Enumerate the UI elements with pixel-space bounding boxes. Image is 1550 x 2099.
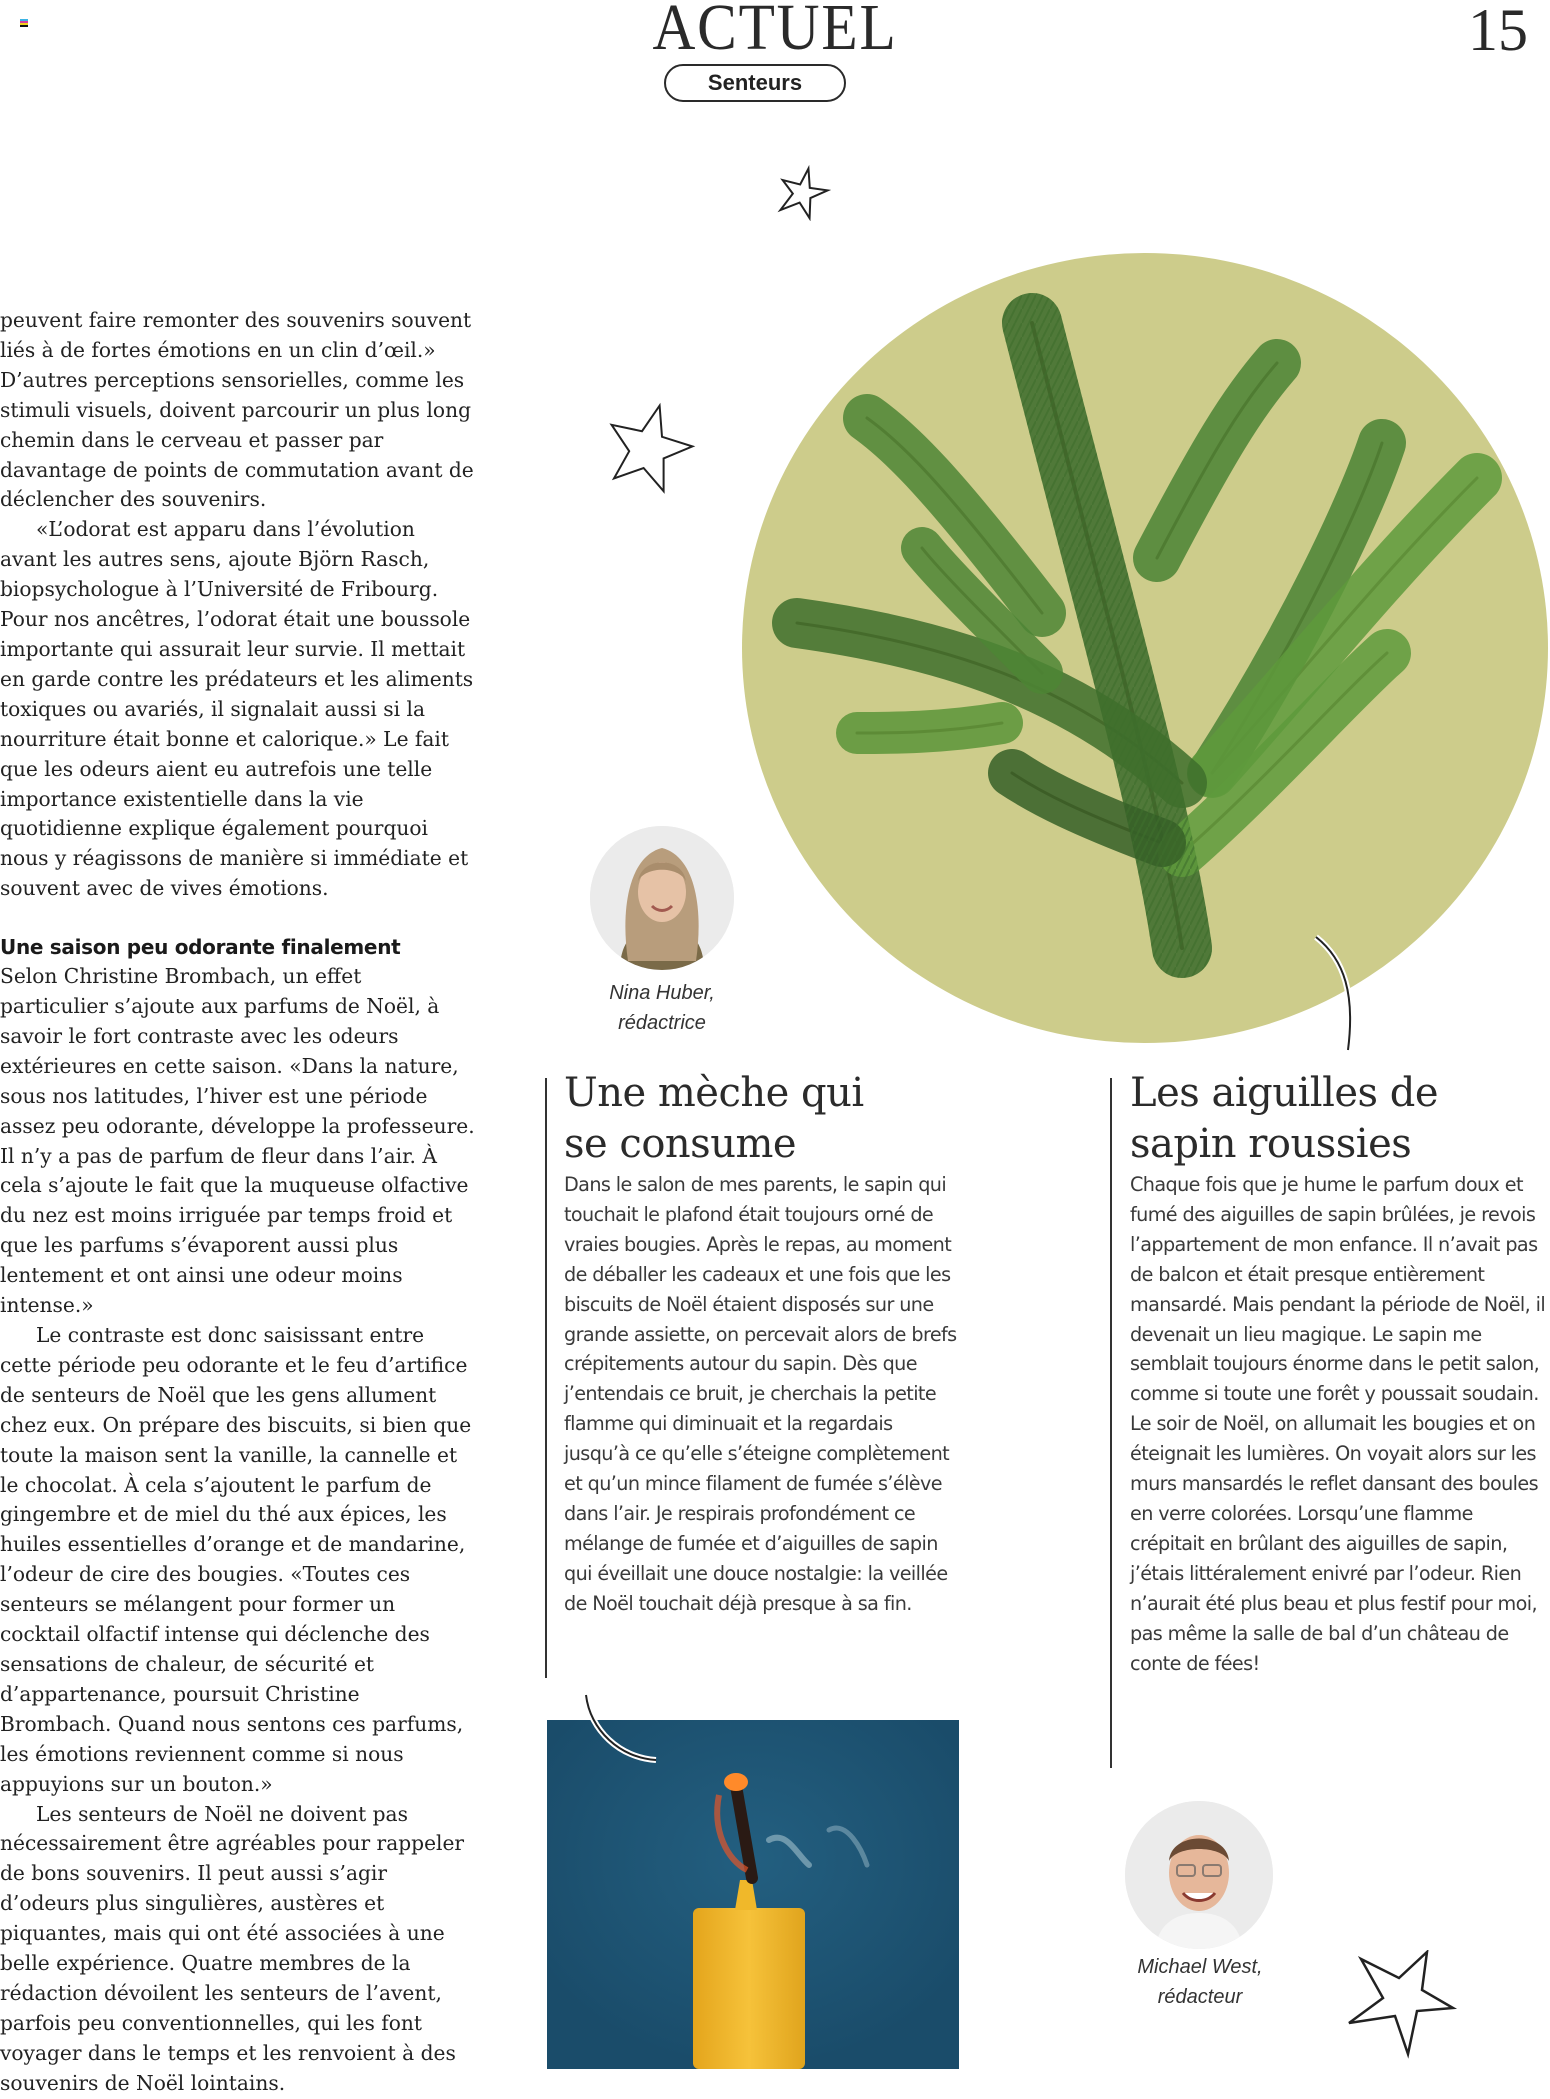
page-number: 15 [1468,0,1528,63]
column-rule [1110,1078,1112,1768]
testimonial-title-line: se consume [564,1121,797,1167]
avatar-nina-huber [590,826,734,970]
star-icon [595,388,705,508]
extinguished-candle-photo [547,1720,959,2069]
star-icon [1345,1950,1460,2060]
testimonial-title-line: sapin roussies [1130,1121,1412,1167]
testimonial-title-line: Une mèche qui [564,1070,864,1116]
testimonial-text: Dans le salon de mes parents, le sapin qui touchait le plafond était toujours orné de vraies bougies. Après le repas, au moment de déballer les cadeaux et une fois que les biscuits de Noël étaient disposés sur une grande assiette, on percevait alors de brefs crépitements autour du sapin. Dès que j’entendais ce bruit, je cherchais la petite flamme qui diminuait et la regardais jusqu’à ce qu’elle s’éteigne complètement et qu’un mince filament de fumée s’élève dans l’air. Je respirais profondément ce mélange de fumée et d’aiguilles de sapin qui éveillait une douce nostalgie: la veillée de Noël touchait déjà presque à sa fin. [564,1173,957,1615]
article-subheading: Une saison peu odorante finalement [0,935,401,960]
article-paragraph: Selon Christine Brombach, un effet particulier s’ajoute aux parfums de Noël, à savoir le fort contraste avec les odeurs extérieures en cette saison. «Dans la nature, sous nos latitudes, l’hiver est une période assez peu odorante, développe la professeure. Il n’y a pas de parfum de fleur dans l’air. À cela s’ajoute le fait que la muqueuse olfactive du nez est moins irriguée par temps froid et que les parfums s’évaporent aussi plus lentement et ont ainsi une odeur moins intense.» [0,964,475,1318]
column-rule [545,1078,547,1678]
testimonial-title-line: Les aiguilles de [1130,1070,1439,1116]
author-role: rédactrice [618,1012,706,1034]
topic-tag: Senteurs [664,64,846,102]
testimonial-nina-huber [564,1068,959,1619]
main-article [0,306,475,2099]
testimonial-text: Chaque fois que je hume le parfum doux et fumé des aiguilles de sapin brûlées, je revois l’appartement de mon enfance. Il n’avait pas de balcon et était presque entièrement mansardé. Mais pendant la période de Noël, il devenait un lieu magique. Le sapin me semblait toujours énorme dans le petit salon, comme si toute une forêt y poussait soudain. Le soir de Noël, on allumait les bougies et on éteignait les lumières. On voyait alors sur les murs mansardés le reflet dansant des boules en verre colorées. Lorsqu’une flamme crépitait en brûlant des aiguilles de sapin, j’étais littéralement enivré par l’odeur. Rien n’aurait été plus beau et plus festif pour moi, pas même la salle de bal d’un château de conte de fées! [1130,1173,1546,1675]
star-icon [775,165,831,221]
author-caption [1100,1952,1300,2012]
author-name: Nina Huber, [609,982,715,1004]
print-registration-marks [20,19,28,27]
callout-line [580,1690,670,1770]
testimonial-title [1130,1068,1550,1170]
testimonial-michael-west [1130,1068,1550,1678]
callout-line [1310,925,1370,1055]
section-title: ACTUEL [652,0,898,64]
fir-branch-illustration [742,253,1548,1043]
author-role: rédacteur [1157,1986,1243,2008]
article-paragraph: Les senteurs de Noël ne doivent pas nécessairement être agréables pour rappeler de bons souvenirs. Il peut aussi s’agir d’odeurs plus singulières, austères et piquantes, mais qui ont été associées à une belle expérience. Quatre membres de la rédaction dévoilent les senteurs de l’avent, parfois peu conventionnelles, qui les font voyager dans le temps et les renvoient à des souvenirs de Noël lointains. [0,1801,465,2095]
testimonial-title [564,1068,959,1170]
article-paragraph: Le contraste est donc saisissant entre cette période peu odorante et le feu d’artifice de senteurs de Noël que les gens allument chez eux. On prépare des biscuits, si bien que toute la maison sent la vanille, la cannelle et le chocolat. À cela s’ajoutent le parfum de gingembre et de miel du thé aux épices, les huiles essentielles d’orange et de mandarine, l’odeur de cire des bougies. «Toutes ces senteurs se mélangent pour former un cocktail olfactif intense qui déclenche des sensations de chaleur, de sécurité et d’appartenance, poursuit Christine Brombach. Quand nous sentons ces parfums, les émotions reviennent comme si nous appuyions sur un bouton.» [0,1323,472,1796]
author-name: Michael West, [1137,1956,1263,1978]
article-paragraph: «L’odorat est apparu dans l’évolution avant les autres sens, ajoute Björn Rasch, biopsychologue à l’Université de Fribourg. Pour nos ancêtres, l’odorat était une boussole importante qui assurait leur survie. Il mettait en garde contre les prédateurs et les aliments toxiques ou avariés, il signalait aussi si la nourriture était bonne et calorique.» Le fait que les odeurs aient eu autrefois une telle importance existentielle dans la vie quotidienne explique également pourquoi nous y réagissons de manière si immédiate et souvent avec de vives émotions. [0,517,474,901]
fir-branch-photo [742,253,1548,1043]
author-caption [560,978,764,1038]
avatar-michael-west [1125,1801,1273,1949]
article-paragraph: peuvent faire remonter des souvenirs souvent liés à de fortes émotions en un clin d’œil.» D’autres perceptions sensorielles, comme les stimuli visuels, doivent parcourir un plus long chemin dans le cerveau et passer par davantage de points de commutation avant de déclencher des souvenirs. [0,308,474,512]
